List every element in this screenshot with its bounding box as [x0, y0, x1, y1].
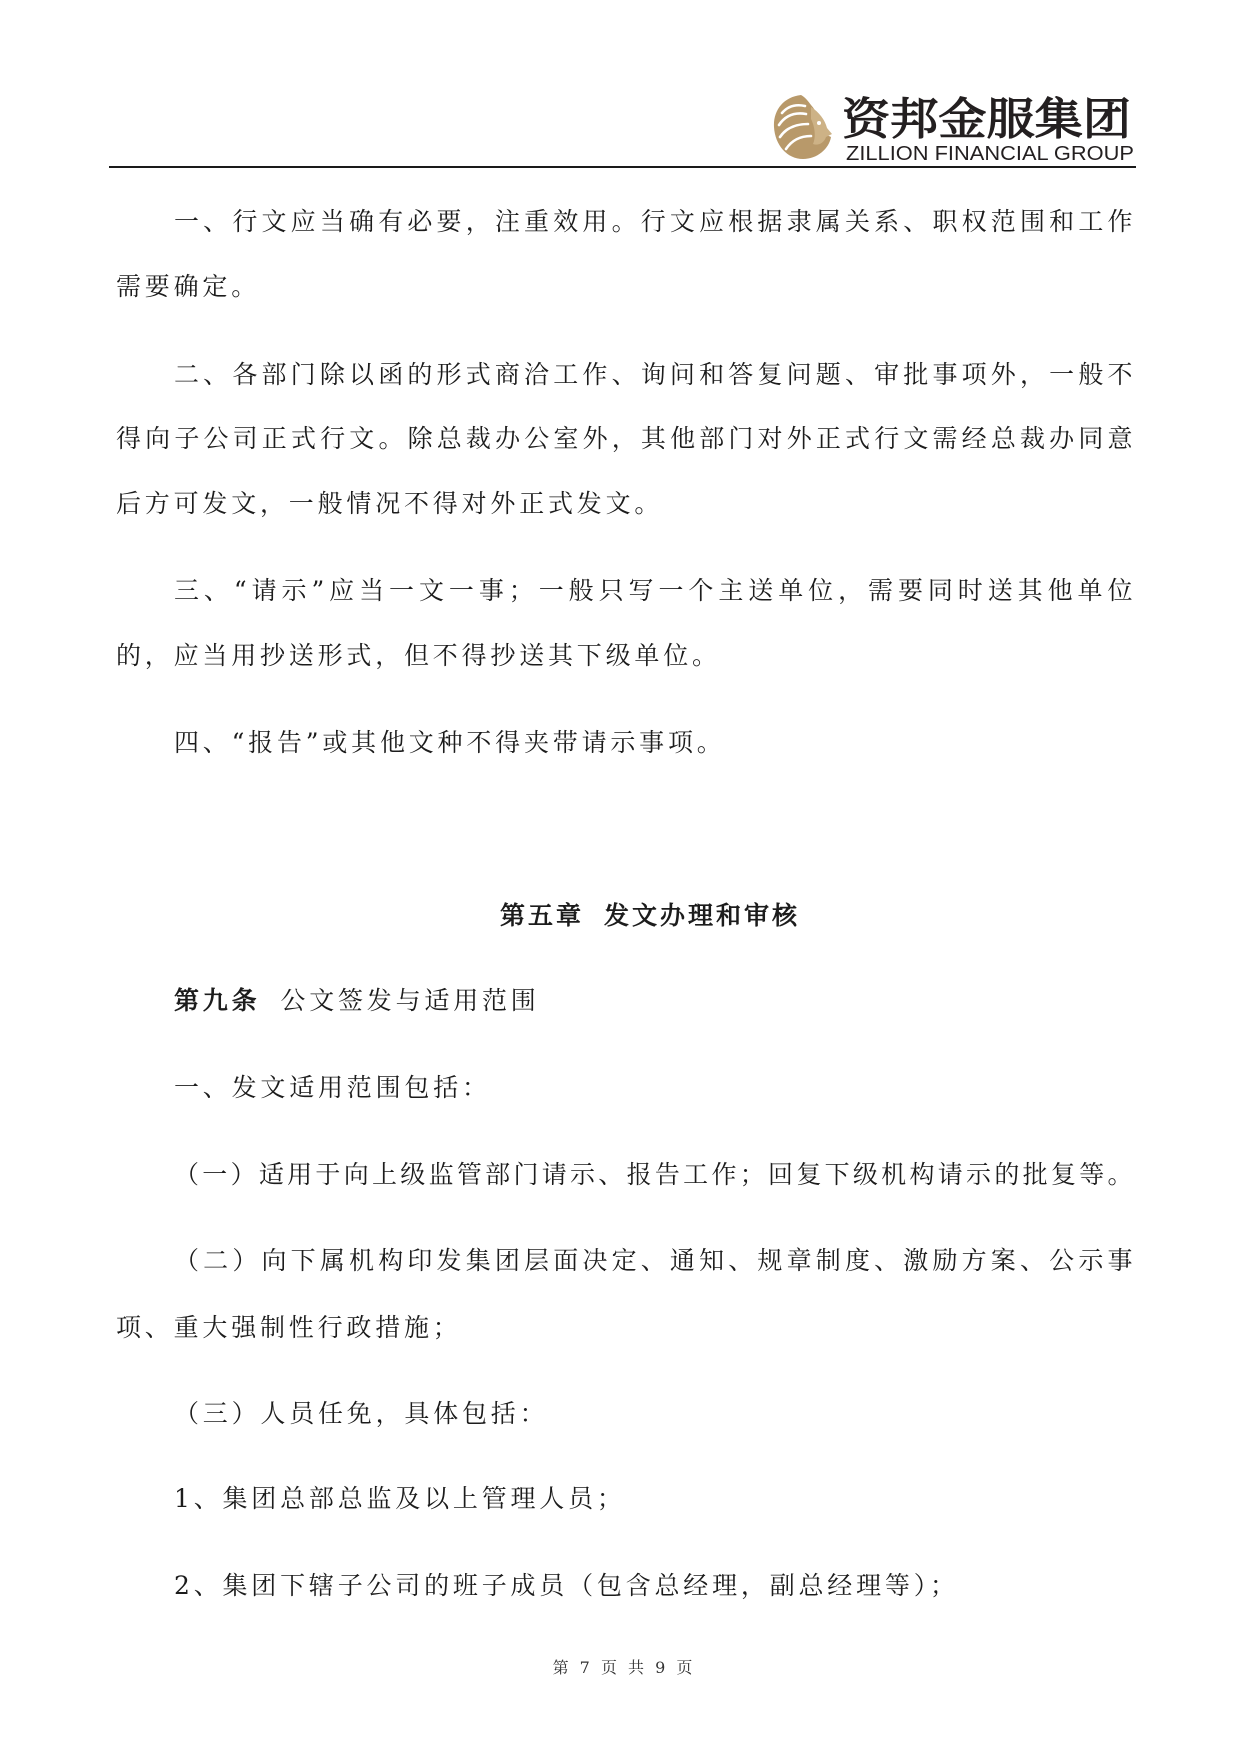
chapter-heading [500, 901, 800, 931]
logo-name-en: ZILLION FINANCIAL GROUP [846, 143, 1134, 165]
chapter-number: 第五章 [500, 901, 585, 930]
company-logo [760, 85, 1150, 170]
article-number: 第九条 [174, 986, 261, 1015]
page-number-footer: 第 7 页 共 9 页 [552, 1658, 696, 1677]
paragraph-line: 四、“报告”或其他文种不得夹带请示事项。 [174, 728, 726, 757]
list-item: 2、集团下辖子公司的班子成员（包含总经理，副总经理等）； [174, 1571, 959, 1600]
lion-head-logo-icon [774, 95, 832, 159]
paragraph-line: （一）适用于向上级监管部门请示、报告工作；回复下级机构请示的批复等。 [174, 1160, 1135, 1189]
paragraph-line: 项、重大强制性行政措施； [116, 1313, 462, 1342]
paragraph-line: （二）向下属机构印发集团层面决定、通知、规章制度、激励方案、公示事 [174, 1246, 1135, 1275]
list-item: 1、集团总部总监及以上管理人员； [174, 1484, 626, 1513]
paragraph-line: 一、发文适用范围包括： [174, 1073, 491, 1102]
article-heading [174, 986, 540, 1016]
paragraph-line: 得向子公司正式行文。除总裁办公室外，其他部门对外正式行文需经总裁办同意 [116, 424, 1135, 453]
paragraph-line: 后方可发文，一般情况不得对外正式发文。 [116, 489, 664, 518]
paragraph-line: （三）人员任免，具体包括： [174, 1399, 549, 1428]
logo-name-cn: 资邦金服集团 [842, 94, 1131, 145]
paragraph-line: 三、“请示”应当一文一事；一般只写一个主送单位，需要同时送其他单位 [174, 576, 1135, 605]
chapter-title: 发文办理和审核 [604, 901, 801, 930]
paragraph-line: 的，应当用抄送形式，但不得抄送其下级单位。 [116, 641, 721, 670]
header-divider [109, 166, 1136, 168]
article-title: 公文签发与适用范围 [280, 986, 540, 1015]
paragraph-line: 二、各部门除以函的形式商洽工作、询问和答复问题、审批事项外，一般不 [174, 360, 1135, 389]
paragraph-line: 一、行文应当确有必要，注重效用。行文应根据隶属关系、职权范围和工作 [174, 207, 1135, 236]
paragraph-line: 需要确定。 [116, 272, 261, 301]
